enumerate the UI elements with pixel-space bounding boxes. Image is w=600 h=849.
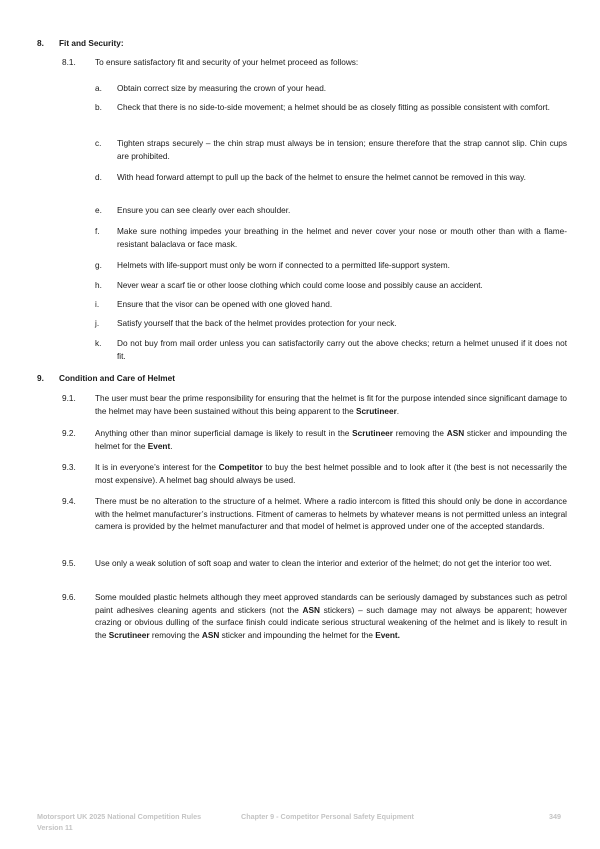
clause-number: 9.6. xyxy=(62,593,76,602)
section-number: 9. xyxy=(37,374,44,383)
list-letter: g. xyxy=(95,261,102,270)
footer-chapter: Chapter 9 - Competitor Personal Safety Equipment xyxy=(241,812,414,821)
list-item-c xyxy=(95,138,567,164)
list-letter: f. xyxy=(95,227,100,236)
clause-9-1 xyxy=(62,393,567,419)
clause-text: The user must bear the prime responsibility for ensuring that the helmet is fit for the purpose intended since significant damage to the helmet may have been sustained without this being apparent to the Scrutineer. xyxy=(95,394,567,416)
section-title: Fit and Security: xyxy=(59,39,124,48)
defined-term: ASN xyxy=(201,630,220,640)
list-letter: c. xyxy=(95,139,102,148)
section-title: Condition and Care of Helmet xyxy=(59,374,175,383)
clause-number: 8.1. xyxy=(62,58,76,67)
defined-term: Scrutineer xyxy=(355,406,397,416)
clause-text: There must be no alteration to the structure of a helmet. Where a radio intercom is fitted this should only be done in accordance with the helmet manufacturer’s instructions. Fitment of cameras to helmets by whatever means is not permitted unless an integral camera is provided by the helmet manufacturer and that model of helmet is approved under one of the accepted standards. xyxy=(95,497,567,531)
footer-doc-title: Motorsport UK 2025 National Competition Rules Version 11 xyxy=(37,812,202,832)
list-item-d xyxy=(95,172,567,198)
clause-8-1 xyxy=(62,57,567,70)
clause-9-4 xyxy=(62,496,567,548)
list-item-k xyxy=(95,338,567,364)
section-8-heading xyxy=(37,38,567,51)
footer-version: Version 11 xyxy=(37,822,73,832)
clause-9-3 xyxy=(62,462,567,488)
defined-term: Event. xyxy=(375,630,400,640)
list-letter: i. xyxy=(95,300,100,309)
defined-term: ASN xyxy=(446,429,465,438)
clause-text: To ensure satisfactory fit and security of your helmet proceed as follows: xyxy=(95,58,359,67)
list-item-e xyxy=(95,205,567,218)
list-text: With head forward attempt to pull up the back of the helmet to ensure the helmet cannot be removed in this way. xyxy=(117,173,526,182)
list-item-a xyxy=(95,83,567,96)
page-number: 349 xyxy=(549,812,561,821)
list-text: Helmets with life-support must only be worn if connected to a permitted life-support system. xyxy=(117,261,450,270)
defined-term: Scrutineer xyxy=(108,630,150,640)
list-text: Make sure nothing impedes your breathing in the helmet and never cover your nose or mouth other than with a flame-resistant balaclava or face mask. xyxy=(117,227,567,249)
clause-number: 9.5. xyxy=(62,559,76,568)
clause-text: Anything other than minor superficial damage is likely to result in the Scrutineer removing the ASN sticker and impounding the helmet for the Event. xyxy=(95,429,568,451)
list-text: Do not buy from mail order unless you can satisfactorily carry out the above checks; return a helmet unused if it does not fit. xyxy=(117,339,567,361)
clause-9-6 xyxy=(62,592,567,658)
list-text: Obtain correct size by measuring the crown of your head. xyxy=(117,84,327,93)
defined-term: Scrutineer xyxy=(352,429,393,438)
list-text: Never wear a scarf tie or other loose clothing which could come loose and possibly cause an accident. xyxy=(117,281,483,290)
clause-text: Some moulded plastic helmets although they meet approved standards can be seriously damaged by substances such as petrol paint adhesives cleaning agents and stickers (not the ASN stickers) – such damage may not always be apparent; however crazing or obvious dulling of the surface finish could indicate serious structural weakening of the helmet and is likely to result in the Scrutineer removing the ASN sticker and impounding the helmet for the Event. xyxy=(95,593,567,640)
list-letter: a. xyxy=(95,84,102,93)
list-letter: h. xyxy=(95,281,102,290)
list-letter: d. xyxy=(95,173,102,182)
clause-9-5 xyxy=(62,558,567,584)
clause-text: Use only a weak solution of soft soap and water to clean the interior and exterior of the helmet; do not get the interior too wet. xyxy=(95,559,552,568)
list-letter: k. xyxy=(95,339,102,348)
list-letter: b. xyxy=(95,103,102,112)
clause-number: 9.2. xyxy=(62,429,76,438)
list-letter: j. xyxy=(95,319,100,328)
clause-number: 9.1. xyxy=(62,394,76,403)
list-text: Tighten straps securely – the chin strap must always be in tension; ensure therefore that the strap cannot slip. Chin cups are prohibited. xyxy=(117,139,567,161)
list-text: Check that there is no side-to-side movement; a helmet should be as closely fitting as possible consistent with comfort. xyxy=(117,103,550,112)
section-9-heading xyxy=(37,373,567,386)
list-item-h xyxy=(95,280,567,293)
clause-9-2 xyxy=(62,428,567,454)
list-item-f xyxy=(95,226,567,252)
section-number: 8. xyxy=(37,39,44,48)
list-letter: e. xyxy=(95,206,102,215)
list-item-b xyxy=(95,102,567,128)
clause-number: 9.3. xyxy=(62,463,76,472)
list-item-j xyxy=(95,318,567,331)
clause-text: It is in everyone’s interest for the Competitor to buy the best helmet possible and to look after it (the best is not necessarily the most expensive). A helmet bag should always be used. xyxy=(95,463,568,485)
defined-term: Competitor xyxy=(218,463,263,472)
defined-term: ASN xyxy=(302,605,320,615)
list-text: Satisfy yourself that the back of the helmet provides protection for your neck. xyxy=(117,319,397,328)
list-item-i xyxy=(95,299,567,312)
clause-number: 9.4. xyxy=(62,497,76,506)
defined-term: Event xyxy=(147,441,171,451)
list-text: Ensure you can see clearly over each shoulder. xyxy=(117,206,291,215)
list-item-g xyxy=(95,260,567,273)
list-text: Ensure that the visor can be opened with one gloved hand. xyxy=(117,300,333,309)
